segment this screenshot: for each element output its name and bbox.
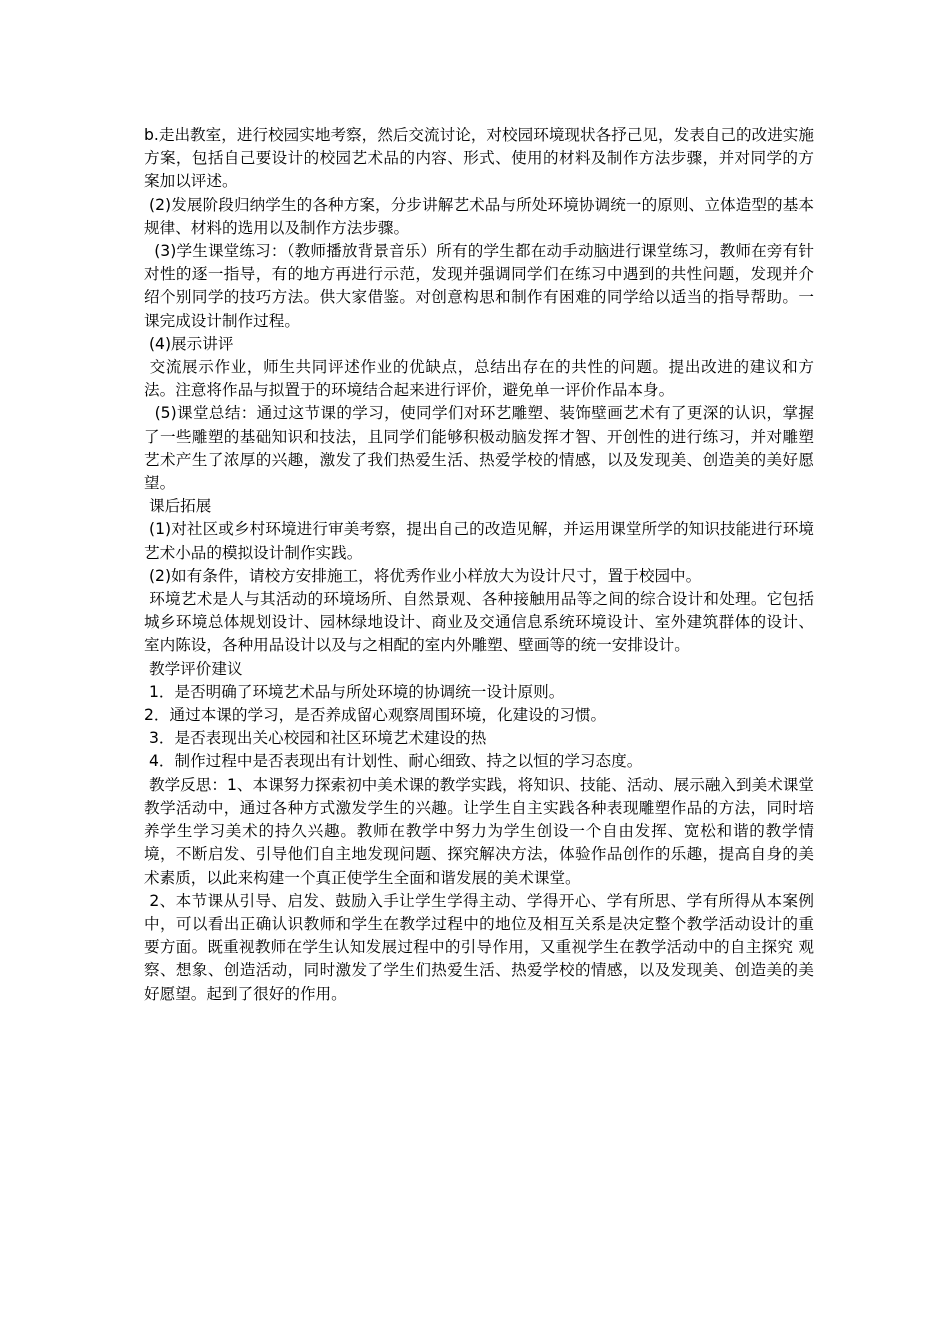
paragraph-class-summary: (5)课堂总结：通过这节课的学习，使同学们对环艺雕塑、装饰壁画艺术有了更深的认识，掌握了一些雕塑的基础知识和技法，且同学们能够积极动脑发挥才智、开创性的进行练习，并对雕塑艺术产生了浓厚的兴趣，激发了我们热爱生活、热爱学校的情感，以及发现美、创造美的美好愿望。 [144, 404, 814, 493]
paragraph-heading-showcase: (4)展示讲评 [144, 334, 234, 353]
paragraph-reflection-2: 2、本节课从引导、启发、鼓励入手让学生学得主动、学得开心、学有所思、学有所得从本案例中，可以看出正确认识教师和学生在教学过程中的地位及相互关系是决定整个教学活动设计的重要方面。既重视教师在学生认知发展过程中的引导作用，又重视学生在教学活动中的自主探究 观察、想象、创造活动，同时激发了学生们热爱生活、热爱学校的情感，以及发现美、创造美的美好愿望。起到了很好的作用。 [144, 891, 814, 1003]
paragraph-evaluation-3: 3．是否表现出关心校园和社区环境艺术建设的热 [144, 729, 487, 748]
paragraph-field-study: b.走出教室，进行校园实地考察，然后交流讨论，对校园环境现状各抒己见，发表自己的改进实施方案，包括自己要设计的校园艺术品的内容、形式、使用的材料及制作方法步骤，并对同学的方案加以评述。 [144, 126, 814, 191]
document-body [144, 124, 814, 1006]
paragraph-showcase-review: 交流展示作业，师生共同评述作业的优缺点，总结出存在的共性的问题。提出改进的建议和方法。注意将作品与拟置于的环境结合起来进行评价，避免单一评价作品本身。 [144, 358, 814, 400]
paragraph-classroom-practice: (3)学生课堂练习：（教师播放背景音乐）所有的学生都在动手动脑进行课堂练习，教师在旁有针对性的逐一指导，有的地方再进行示范，发现并强调同学们在练习中遇到的共性问题，发现并介绍个别同学的技巧方法。供大家借鉴。对创意构思和制作有困难的同学给以适当的指导帮助。一课完成设计制作过程。 [144, 242, 814, 330]
paragraph-evaluation-4: 4．制作过程中是否表现出有计划性、耐心细致、持之以恒的学习态度。 [144, 752, 643, 771]
paragraph-heading-evaluation: 教学评价建议 [144, 659, 243, 678]
paragraph-extension-1: (1)对社区或乡村环境进行审美考察，提出自己的改造见解，并运用课堂所学的知识技能进行环境艺术小品的模拟设计制作实践。 [144, 520, 814, 562]
paragraph-evaluation-2: 2．通过本课的学习，是否养成留心观察周围环境，化建设的习惯。 [144, 706, 607, 725]
paragraph-environmental-art: 环境艺术是人与其活动的环境场所、自然景观、各种接触用品等之间的综合设计和处理。它包括城乡环境总体规划设计、园林绿地设计、商业及交通信息系统环境设计、室外建筑群体的设计、室内陈设，各种用品设计以及与之相配的室内外雕塑、壁画等的统一安排设计。 [144, 590, 814, 655]
paragraph-development-stage: (2)发展阶段归纳学生的各种方案，分步讲解艺术品与所处环境协调统一的原则、立体造型的基本规律、材料的选用以及制作方法步骤。 [144, 195, 814, 237]
paragraph-reflection-1: 教学反思：1、本课努力探索初中美术课的教学实践，将知识、技能、活动、展示融入到美术课堂教学活动中，通过各种方式激发学生的兴趣。让学生自主实践各种表现雕塑作品的方法，同时培养学生学习美术的持久兴趣。教师在教学中努力为学生创设一个自由发挥、宽松和谐的教学情境，不断启发、引导他们自主地发现问题、探究解决方法，体验作品创作的乐趣，提高自身的美术素质，以此来构建一个真正使学生全面和谐发展的美术课堂。 [144, 775, 814, 887]
paragraph-evaluation-1: 1．是否明确了环境艺术品与所处环境的协调统一设计原则。 [144, 682, 565, 701]
paragraph-extension-2: (2)如有条件，请校方安排施工，将优秀作业小样放大为设计尺寸，置于校园中。 [144, 566, 702, 585]
paragraph-heading-extension: 课后拓展 [144, 497, 212, 516]
